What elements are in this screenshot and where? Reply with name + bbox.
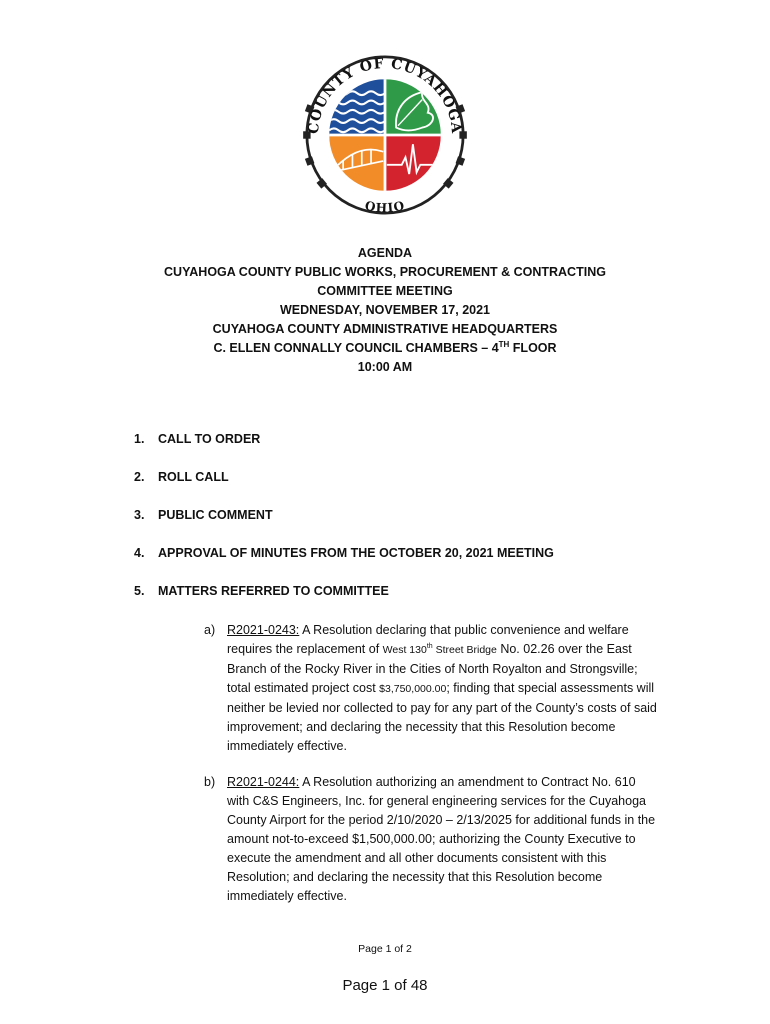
- resolution-text: R2021-0244: A Resolution authorizing an amendment to Contract No. 610 with C&S Engineers, Inc. for general engineering services for the Cuyahoga County Airport for the period 2/10/2020 – 2/13/2025 for additional funds in the amount not-to-exceed $1,500,000.00; authorizing the County Executive to execute the amendment and all other documents consistent with this Resolution; and declaring the necessity that this Resolution become immediately effective.: [227, 775, 656, 903]
- header-room: C. ELLEN CONNALLY COUNCIL CHAMBERS – 4TH FLOOR: [213, 339, 557, 355]
- county-seal-logo: [292, 42, 478, 228]
- page-footer-internal: Page 1 of 2: [358, 943, 412, 955]
- svg-text:OHIO: [364, 198, 407, 215]
- header-date: WEDNESDAY, NOVEMBER 17, 2021: [279, 303, 491, 317]
- header-meeting: COMMITTEE MEETING: [317, 284, 453, 298]
- header-committee: CUYAHOGA COUNTY PUBLIC WORKS, PROCUREMENT & CONTRACTING: [164, 265, 606, 279]
- agenda-item-call-to-order: 1. CALL TO ORDER: [134, 432, 261, 446]
- resolution-item-a: [204, 621, 660, 756]
- agenda-item-matters-referred: 5. MATTERS REFERRED TO COMMITTEE: [134, 584, 389, 598]
- resolution-reference: R2021-0243:: [227, 623, 300, 637]
- resolution-reference: R2021-0244:: [227, 775, 300, 789]
- seal-top-text: COUNTY OF CUYAHOGA: [305, 55, 465, 135]
- header-location: CUYAHOGA COUNTY ADMINISTRATIVE HEADQUARTERS: [212, 322, 558, 336]
- agenda-header: [0, 244, 770, 377]
- header-time: 10:00 AM: [357, 360, 413, 374]
- agenda-item-public-comment: 3. PUBLIC COMMENT: [134, 508, 273, 522]
- item-letter: a): [204, 623, 216, 637]
- header-title: AGENDA: [357, 246, 413, 260]
- page-footer-viewer: Page 1 of 48: [342, 977, 428, 994]
- resolution-text: R2021-0243: A Resolution declaring that public convenience and welfare requires the replacement of West 130th Street Bridge No. 02.26 over the East Branch of the Rocky River in the Cities of North Royalton and Strongsville; total estimated project cost $3,750,000.00; finding that special assessments will neither be levied nor collected to pay for any part of the County’s costs of said improvement; and declaring the necessity that this Resolution become immediately effective.: [227, 623, 657, 753]
- seal-bottom-text: OHIO: [363, 198, 407, 216]
- item-letter: b): [204, 775, 216, 789]
- agenda-item-roll-call: 2. ROLL CALL: [134, 470, 229, 484]
- resolution-item-b: [204, 773, 660, 906]
- agenda-item-approval-minutes: 4. APPROVAL OF MINUTES FROM THE OCTOBER 20, 2021 MEETING: [134, 546, 554, 560]
